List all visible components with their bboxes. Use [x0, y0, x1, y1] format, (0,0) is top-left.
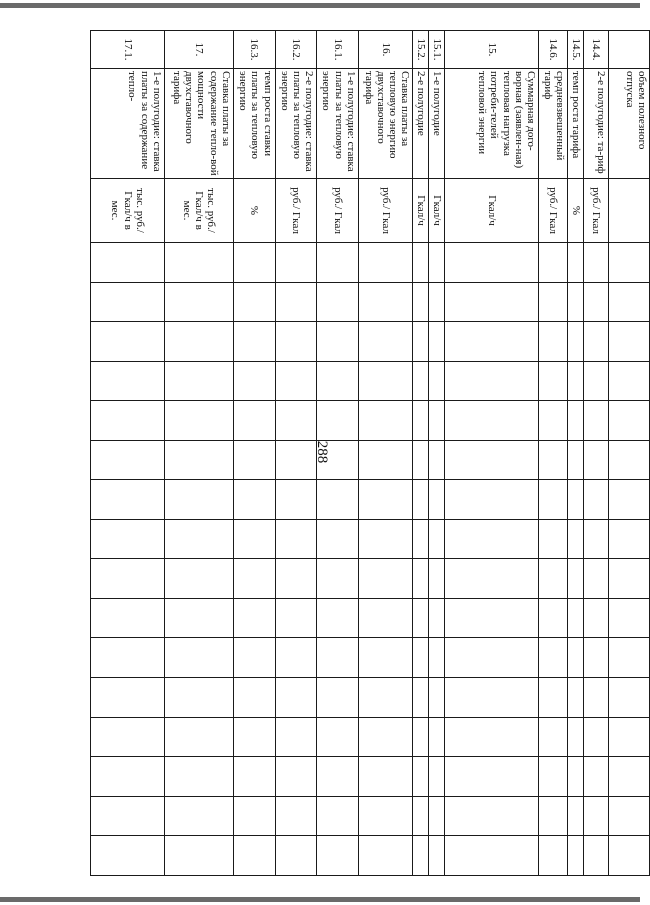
empty-value-cell [445, 361, 539, 401]
empty-value-cell [233, 322, 275, 362]
indicator-name-cell: 2-е полугодие: та-риф [584, 69, 609, 179]
unit-cell: руб./ Гкал [275, 179, 317, 243]
row-number-cell: 16. [358, 31, 412, 69]
empty-value-cell [317, 638, 359, 678]
empty-value-cell [233, 361, 275, 401]
empty-value-cell [584, 559, 609, 599]
empty-value-cell [609, 322, 650, 362]
empty-value-cell [568, 559, 584, 599]
empty-value-cell [165, 322, 234, 362]
row-number-cell: 16.2. [275, 31, 317, 69]
empty-value-cell [358, 559, 412, 599]
empty-value-cell [91, 638, 165, 678]
empty-value-cell [539, 440, 568, 480]
empty-value-cell [317, 836, 359, 876]
empty-value-cell [429, 757, 445, 797]
empty-value-cell [445, 638, 539, 678]
empty-value-cell [358, 836, 412, 876]
empty-value-cell [413, 401, 429, 441]
empty-value-cell [91, 243, 165, 283]
empty-value-cell [413, 519, 429, 559]
empty-value-cell [568, 440, 584, 480]
empty-value-cell [317, 440, 359, 480]
empty-value-cell [429, 440, 445, 480]
indicator-name-cell: Ставка платы за тепловую энергию двухставочного тарифа [358, 69, 412, 179]
empty-value-cell [165, 361, 234, 401]
empty-value-cell [584, 401, 609, 441]
empty-value-cell [275, 361, 317, 401]
empty-value-cell [275, 757, 317, 797]
empty-value-cell [165, 559, 234, 599]
empty-value-cell [233, 519, 275, 559]
empty-value-cell [413, 717, 429, 757]
indicator-name-cell: темп роста тарифа [568, 69, 584, 179]
empty-value-cell [165, 440, 234, 480]
empty-value-cell [233, 796, 275, 836]
empty-value-cell [568, 757, 584, 797]
empty-value-cell [317, 559, 359, 599]
indicator-name-cell: 2-е полугодие [413, 69, 429, 179]
empty-value-cell [539, 559, 568, 599]
empty-value-cell [429, 678, 445, 718]
empty-value-cell [165, 717, 234, 757]
empty-value-cell [539, 361, 568, 401]
indicator-name-cell: 1-е полугодие: ставка платы за тепловую энергию [317, 69, 359, 179]
empty-value-cell [317, 243, 359, 283]
unit-cell: Гкал/ч [413, 179, 429, 243]
indicator-name-cell: Ставка платы за содержание тепло-вой мощности двухставочного тарифа [165, 69, 234, 179]
empty-value-cell [275, 243, 317, 283]
row-number-cell: 17.1. [91, 31, 165, 69]
empty-value-cell [358, 638, 412, 678]
empty-value-cell [91, 717, 165, 757]
empty-value-cell [568, 480, 584, 520]
table-row [568, 31, 584, 876]
empty-value-cell [539, 598, 568, 638]
row-number-cell: 15.1. [429, 31, 445, 69]
table-row [584, 31, 609, 876]
empty-value-cell [413, 598, 429, 638]
empty-value-cell [275, 282, 317, 322]
empty-value-cell [358, 598, 412, 638]
empty-value-cell [413, 322, 429, 362]
empty-value-cell [91, 796, 165, 836]
table-row [609, 31, 650, 876]
indicator-name-cell: 1-е полугодие: ставка платы за содержание тепло- [91, 69, 165, 179]
empty-value-cell [413, 559, 429, 599]
empty-value-cell [91, 598, 165, 638]
empty-value-cell [445, 480, 539, 520]
scan-bottom-edge [0, 897, 640, 902]
empty-value-cell [609, 559, 650, 599]
empty-value-cell [568, 401, 584, 441]
empty-value-cell [275, 401, 317, 441]
empty-value-cell [91, 678, 165, 718]
row-number-cell: 14.4. [584, 31, 609, 69]
empty-value-cell [165, 638, 234, 678]
empty-value-cell [539, 638, 568, 678]
empty-value-cell [233, 559, 275, 599]
empty-value-cell [413, 796, 429, 836]
empty-value-cell [584, 361, 609, 401]
empty-value-cell [429, 243, 445, 283]
empty-value-cell [568, 836, 584, 876]
indicator-name-cell: объем полезного отпуска [609, 69, 650, 179]
empty-value-cell [445, 401, 539, 441]
empty-value-cell [317, 282, 359, 322]
empty-value-cell [91, 282, 165, 322]
empty-value-cell [233, 243, 275, 283]
empty-value-cell [568, 678, 584, 718]
empty-value-cell [91, 361, 165, 401]
empty-value-cell [91, 322, 165, 362]
empty-value-cell [91, 757, 165, 797]
empty-value-cell [445, 243, 539, 283]
empty-value-cell [584, 598, 609, 638]
empty-value-cell [413, 836, 429, 876]
empty-value-cell [91, 401, 165, 441]
table-row [358, 31, 412, 876]
empty-value-cell [445, 717, 539, 757]
unit-cell: руб./ Гкал [358, 179, 412, 243]
empty-value-cell [317, 361, 359, 401]
unit-cell: % [568, 179, 584, 243]
empty-value-cell [233, 836, 275, 876]
empty-value-cell [233, 678, 275, 718]
rotated-table-wrapper [90, 30, 650, 875]
empty-value-cell [429, 836, 445, 876]
empty-value-cell [165, 678, 234, 718]
empty-value-cell [539, 480, 568, 520]
empty-value-cell [358, 757, 412, 797]
empty-value-cell [233, 401, 275, 441]
empty-value-cell [275, 836, 317, 876]
empty-value-cell [568, 598, 584, 638]
empty-value-cell [609, 243, 650, 283]
empty-value-cell [609, 638, 650, 678]
empty-value-cell [539, 243, 568, 283]
empty-value-cell [568, 717, 584, 757]
empty-value-cell [584, 282, 609, 322]
empty-value-cell [539, 678, 568, 718]
empty-value-cell [445, 836, 539, 876]
empty-value-cell [358, 361, 412, 401]
empty-value-cell [568, 243, 584, 283]
row-number-cell: 14.5. [568, 31, 584, 69]
empty-value-cell [539, 519, 568, 559]
empty-value-cell [165, 796, 234, 836]
empty-value-cell [609, 480, 650, 520]
empty-value-cell [429, 796, 445, 836]
empty-value-cell [413, 678, 429, 718]
empty-value-cell [445, 598, 539, 638]
table-row [413, 31, 429, 876]
empty-value-cell [317, 717, 359, 757]
empty-value-cell [584, 757, 609, 797]
empty-value-cell [275, 519, 317, 559]
empty-value-cell [275, 440, 317, 480]
empty-value-cell [429, 480, 445, 520]
empty-value-cell [584, 440, 609, 480]
row-number-cell [609, 31, 650, 69]
empty-value-cell [584, 836, 609, 876]
empty-value-cell [413, 480, 429, 520]
empty-value-cell [165, 282, 234, 322]
empty-value-cell [429, 322, 445, 362]
empty-value-cell [165, 480, 234, 520]
empty-value-cell [609, 757, 650, 797]
table-row [445, 31, 539, 876]
empty-value-cell [358, 480, 412, 520]
empty-value-cell [233, 440, 275, 480]
empty-value-cell [539, 757, 568, 797]
table-row [539, 31, 568, 876]
table-row [429, 31, 445, 876]
empty-value-cell [609, 836, 650, 876]
empty-value-cell [317, 519, 359, 559]
empty-value-cell [429, 361, 445, 401]
empty-value-cell [429, 282, 445, 322]
empty-value-cell [609, 717, 650, 757]
table-body [91, 31, 650, 876]
empty-value-cell [429, 401, 445, 441]
empty-value-cell [91, 559, 165, 599]
empty-value-cell [233, 480, 275, 520]
indicator-name-cell: темп роста ставки платы за тепловую энергию [233, 69, 275, 179]
empty-value-cell [584, 678, 609, 718]
empty-value-cell [358, 243, 412, 283]
table-row [233, 31, 275, 876]
empty-value-cell [568, 796, 584, 836]
empty-value-cell [317, 322, 359, 362]
empty-value-cell [445, 678, 539, 718]
empty-value-cell [609, 678, 650, 718]
empty-value-cell [429, 559, 445, 599]
empty-value-cell [584, 480, 609, 520]
table-row [91, 31, 165, 876]
empty-value-cell [165, 836, 234, 876]
empty-value-cell [317, 401, 359, 441]
empty-value-cell [413, 361, 429, 401]
empty-value-cell [165, 598, 234, 638]
empty-value-cell [317, 598, 359, 638]
unit-cell: Гкал/ч [445, 179, 539, 243]
empty-value-cell [165, 519, 234, 559]
empty-value-cell [413, 282, 429, 322]
empty-value-cell [584, 638, 609, 678]
empty-value-cell [413, 638, 429, 678]
unit-cell [609, 179, 650, 243]
empty-value-cell [584, 243, 609, 283]
row-number-cell: 16.1. [317, 31, 359, 69]
empty-value-cell [568, 519, 584, 559]
empty-value-cell [539, 401, 568, 441]
unit-cell: руб./ Гкал [584, 179, 609, 243]
empty-value-cell [429, 638, 445, 678]
empty-value-cell [275, 322, 317, 362]
empty-value-cell [539, 717, 568, 757]
empty-value-cell [568, 361, 584, 401]
page-number: 288 [314, 440, 330, 464]
empty-value-cell [165, 757, 234, 797]
empty-value-cell [584, 717, 609, 757]
empty-value-cell [445, 757, 539, 797]
empty-value-cell [429, 717, 445, 757]
table-row [317, 31, 359, 876]
empty-value-cell [413, 757, 429, 797]
empty-value-cell [165, 401, 234, 441]
empty-value-cell [539, 796, 568, 836]
table-row [165, 31, 234, 876]
empty-value-cell [233, 282, 275, 322]
empty-value-cell [358, 519, 412, 559]
empty-value-cell [584, 519, 609, 559]
empty-value-cell [539, 322, 568, 362]
empty-value-cell [609, 361, 650, 401]
empty-value-cell [445, 559, 539, 599]
empty-value-cell [609, 440, 650, 480]
empty-value-cell [165, 243, 234, 283]
empty-value-cell [584, 796, 609, 836]
empty-value-cell [358, 717, 412, 757]
row-number-cell: 16.3. [233, 31, 275, 69]
empty-value-cell [358, 401, 412, 441]
unit-cell: Гкал/ч [429, 179, 445, 243]
empty-value-cell [609, 401, 650, 441]
row-number-cell: 15. [445, 31, 539, 69]
indicator-name-cell: средневзвешенный тариф [539, 69, 568, 179]
row-number-cell: 17. [165, 31, 234, 69]
scan-top-edge [0, 3, 640, 8]
empty-value-cell [275, 638, 317, 678]
empty-value-cell [429, 598, 445, 638]
empty-value-cell [317, 757, 359, 797]
empty-value-cell [539, 836, 568, 876]
tariff-table [90, 30, 650, 876]
empty-value-cell [609, 519, 650, 559]
empty-value-cell [275, 678, 317, 718]
empty-value-cell [233, 717, 275, 757]
empty-value-cell [358, 796, 412, 836]
empty-value-cell [233, 757, 275, 797]
empty-value-cell [445, 322, 539, 362]
empty-value-cell [539, 282, 568, 322]
empty-value-cell [275, 559, 317, 599]
empty-value-cell [275, 480, 317, 520]
empty-value-cell [317, 796, 359, 836]
unit-cell: руб./ Гкал [317, 179, 359, 243]
empty-value-cell [275, 598, 317, 638]
empty-value-cell [568, 322, 584, 362]
empty-value-cell [429, 519, 445, 559]
empty-value-cell [609, 282, 650, 322]
unit-cell: % [233, 179, 275, 243]
empty-value-cell [609, 796, 650, 836]
empty-value-cell [233, 638, 275, 678]
empty-value-cell [413, 440, 429, 480]
empty-value-cell [275, 796, 317, 836]
empty-value-cell [445, 282, 539, 322]
empty-value-cell [91, 440, 165, 480]
empty-value-cell [568, 282, 584, 322]
indicator-name-cell: 1-е полугодие [429, 69, 445, 179]
row-number-cell: 14.6. [539, 31, 568, 69]
empty-value-cell [91, 836, 165, 876]
empty-value-cell [358, 282, 412, 322]
empty-value-cell [275, 717, 317, 757]
empty-value-cell [358, 678, 412, 718]
empty-value-cell [584, 322, 609, 362]
empty-value-cell [358, 322, 412, 362]
empty-value-cell [413, 243, 429, 283]
unit-cell: тыс. руб./ Гкал/ч в мес. [91, 179, 165, 243]
empty-value-cell [445, 519, 539, 559]
empty-value-cell [445, 440, 539, 480]
unit-cell: тыс. руб./ Гкал/ч в мес. [165, 179, 234, 243]
empty-value-cell [317, 678, 359, 718]
empty-value-cell [91, 519, 165, 559]
indicator-name-cell: Суммарная дого-ворная (заявлен-ная) тепловая нагрузка потреби-телей тепловой энергии [445, 69, 539, 179]
indicator-name-cell: 2-е полугодие: ставка платы за тепловую энергию [275, 69, 317, 179]
empty-value-cell [568, 638, 584, 678]
unit-cell: руб./ Гкал [539, 179, 568, 243]
empty-value-cell [358, 440, 412, 480]
empty-value-cell [445, 796, 539, 836]
row-number-cell: 15.2. [413, 31, 429, 69]
empty-value-cell [609, 598, 650, 638]
empty-value-cell [317, 480, 359, 520]
empty-value-cell [233, 598, 275, 638]
table-row [275, 31, 317, 876]
empty-value-cell [91, 480, 165, 520]
